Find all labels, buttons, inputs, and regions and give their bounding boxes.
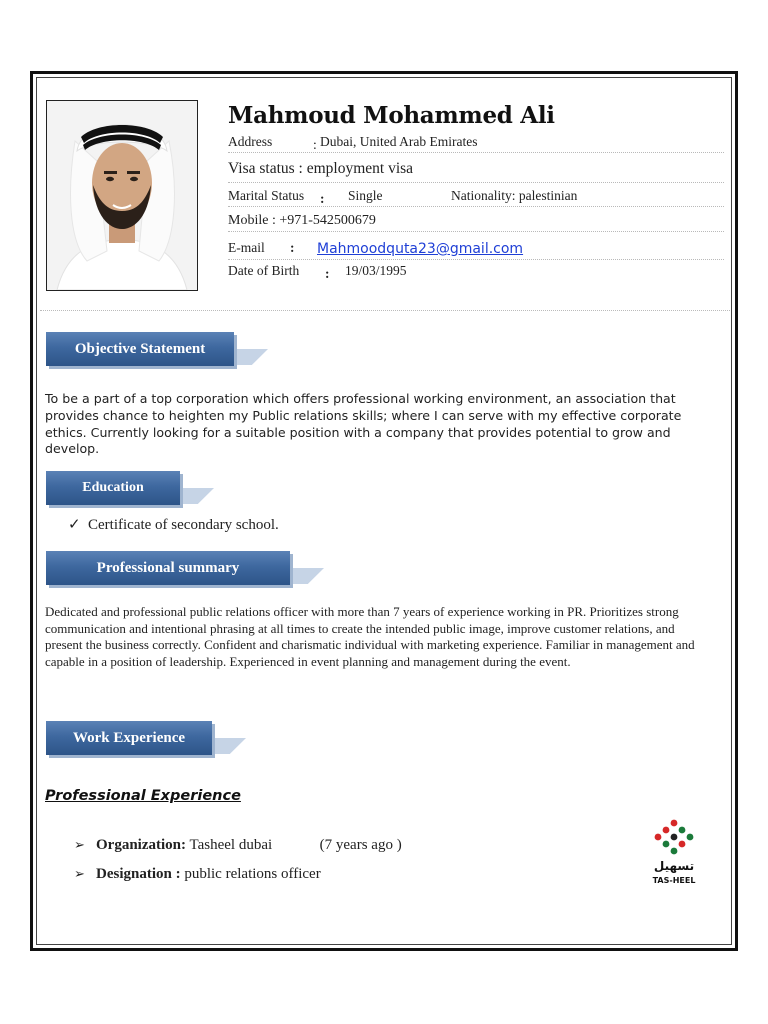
section-title: Professional summary: [96, 560, 240, 576]
tasheel-logo: [646, 818, 702, 886]
address-value: Dubai, United Arab Emirates: [320, 134, 478, 149]
address-row: [228, 132, 724, 153]
arrow-bullet-icon: ➢: [74, 867, 85, 882]
marital-value: Single: [348, 188, 383, 203]
designation-item: [74, 866, 321, 883]
organization-label: Organization:: [96, 837, 186, 853]
section-title: Education: [82, 480, 144, 495]
marital-colon: :: [320, 191, 325, 206]
section-bar: [46, 332, 234, 366]
email-link[interactable]: Mahmoodquta23@gmail.com: [317, 241, 524, 257]
section-bar: [46, 471, 180, 505]
section-tail: [210, 738, 246, 754]
mobile: Mobile : +971-542500679: [228, 213, 376, 228]
section-objective: [46, 332, 268, 366]
organization-duration: (7 years ago ): [319, 837, 402, 853]
dob-value: 19/03/1995: [345, 263, 407, 278]
email-colon: :: [290, 240, 295, 255]
section-title: Work Experience: [72, 730, 186, 746]
organization-item: [74, 837, 402, 854]
organization-value: Tasheel dubai: [189, 837, 273, 853]
professional-experience-heading: Professional Experience: [45, 788, 241, 804]
address-label: Address: [228, 134, 273, 149]
section-education: [46, 471, 214, 505]
section-title: Objective Statement: [74, 341, 206, 357]
visa-row: [228, 158, 724, 183]
dob-colon: :: [325, 266, 330, 281]
nationality: Nationality: palestinian: [451, 188, 578, 203]
logo-latin: TAS-HEEL: [652, 876, 696, 885]
dob-row: [228, 261, 724, 281]
dob-label: Date of Birth: [228, 263, 300, 278]
address-colon: :: [313, 137, 317, 152]
summary-text: Dedicated and professional public relations officer with more than 7 years of experience working in PR. Prioritizes strong communication and intentional phrasing at all times to create the intended public image, improve customer relations, and present the business correctly. Confident and charismatic individual with marketing experience. Familiar in management and capable in a position of leadership. Experienced in event planning and management during the event.: [45, 604, 695, 669]
section-work: [46, 721, 246, 755]
arrow-bullet-icon: ➢: [74, 838, 85, 853]
candidate-name: Mahmoud Mohammed Ali: [228, 102, 555, 129]
designation-value: public relations officer: [184, 866, 321, 882]
profile-photo: [46, 100, 198, 291]
education-text: Certificate of secondary school.: [88, 517, 279, 533]
header-divider: [40, 310, 730, 311]
marital-label: Marital Status: [228, 188, 305, 203]
marital-row: [228, 186, 724, 207]
education-item: [68, 515, 279, 534]
section-tail: [178, 488, 214, 504]
objective-text: To be a part of a top corporation which offers professional working environment, an association that provides chance to heighten my Public relations skills; where I can serve with my effective corporate ethics. Currently looking for a suitable position with a company that provides potential to grow and develop.: [45, 391, 682, 457]
email-row: [228, 238, 724, 260]
section-bar: [46, 721, 212, 755]
designation-label: Designation :: [96, 866, 181, 882]
email-label: E-mail: [228, 240, 265, 255]
mobile-row: [228, 211, 724, 232]
section-bar: [46, 551, 290, 585]
section-tail: [288, 568, 324, 584]
check-icon: ✓: [68, 515, 81, 533]
section-tail: [232, 349, 268, 365]
logo-arabic: تسهيل: [653, 859, 695, 873]
section-summary: [46, 551, 324, 585]
visa-status: Visa status : employment visa: [228, 160, 414, 177]
